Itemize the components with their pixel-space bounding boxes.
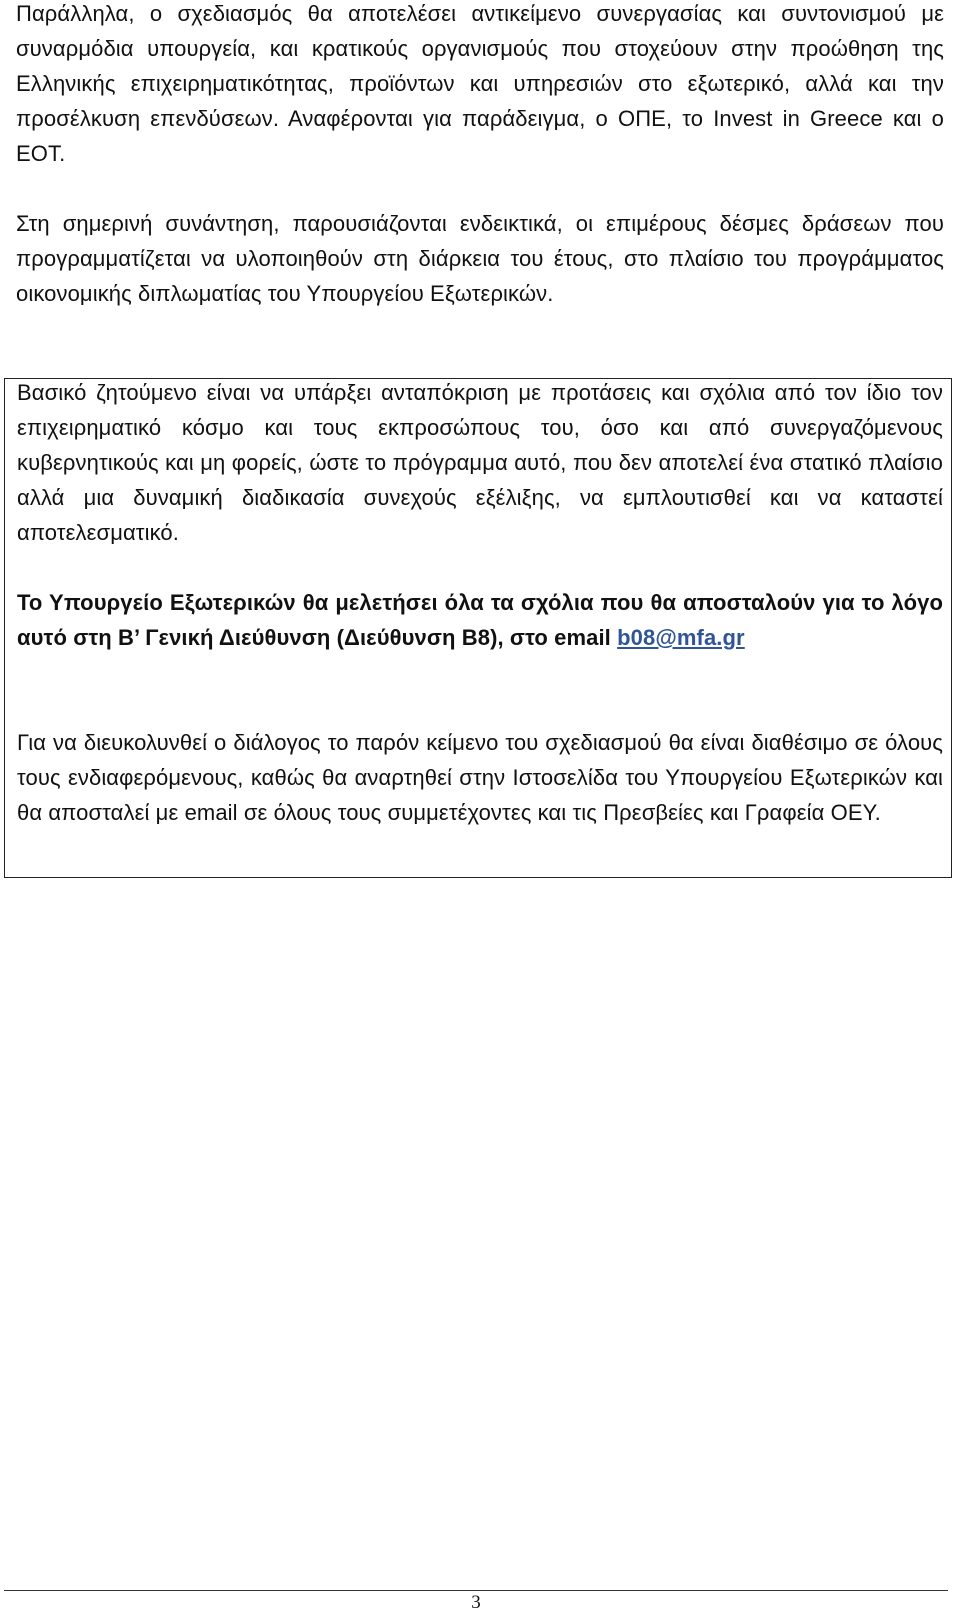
paragraph-comments-submission <box>17 585 943 655</box>
paragraph-feedback-request: Βασικό ζητούμενο είναι να υπάρξει ανταπόκριση με προτάσεις και σχόλια από τον ίδιο τον επιχειρηματικό κόσμο και τους εκπροσώπους του, όσο και από συνεργαζόμενους κυβερνητικούς και μη φορείς, ώστε το πρόγραμμα αυτό, που δεν αποτελεί ένα στατικό πλαίσιο αλλά μια δυναμική διαδικασία συνεχούς εξέλιξης, να εμπλουτισθεί και να καταστεί αποτελεσματικό. <box>17 380 943 545</box>
paragraph-meeting: Στη σημερινή συνάντηση, παρουσιάζονται ενδεικτικά, οι επιμέρους δέσμες δράσεων που προγραμματίζεται να υλοποιηθούν στη διάρκεια του έτους, στο πλαίσιο του προγράμματος οικονομικής διπλωματίας του Υπουργείου Εξωτερικών. <box>16 211 944 306</box>
paragraph-coordination: Παράλληλα, ο σχεδιασμός θα αποτελέσει αντικείμενο συνεργασίας και συντονισμού με συναρμόδια υπουργεία, και κρατικούς οργανισμούς που στοχεύουν στην προώθηση της Ελληνικής επιχειρηματικότητας, προϊόντων και υπηρεσιών στο εξωτερικό, αλλά και την προσέλκυση επενδύσεων. Αναφέρονται για παράδειγμα, ο ΟΠΕ, το Invest in Greece και ο ΕΟΤ. <box>16 1 944 166</box>
footer-divider <box>4 1590 948 1591</box>
comments-submission-text: Το Υπουργείο Εξωτερικών θα μελετήσει όλα τα σχόλια που θα αποσταλούν για το λόγο αυτό στη Β’ Γενική Διεύθυνση (Διεύθυνση Β8), στο email <box>17 590 943 650</box>
email-link[interactable]: b08@mfa.gr <box>617 625 745 650</box>
page-number: 3 <box>471 1592 481 1613</box>
paragraph-availability: Για να διευκολυνθεί ο διάλογος το παρόν κείμενο του σχεδιασμού θα είναι διαθέσιμο σε όλους τους ενδιαφερόμενους, καθώς θα αναρτηθεί στην Ιστοσελίδα του Υπουργείου Εξωτερικών και θα αποσταλεί με email σε όλους τους συμμετέχοντες και τις Πρεσβείες και Γραφεία ΟΕΥ. <box>17 730 943 825</box>
feedback-box <box>4 378 952 878</box>
